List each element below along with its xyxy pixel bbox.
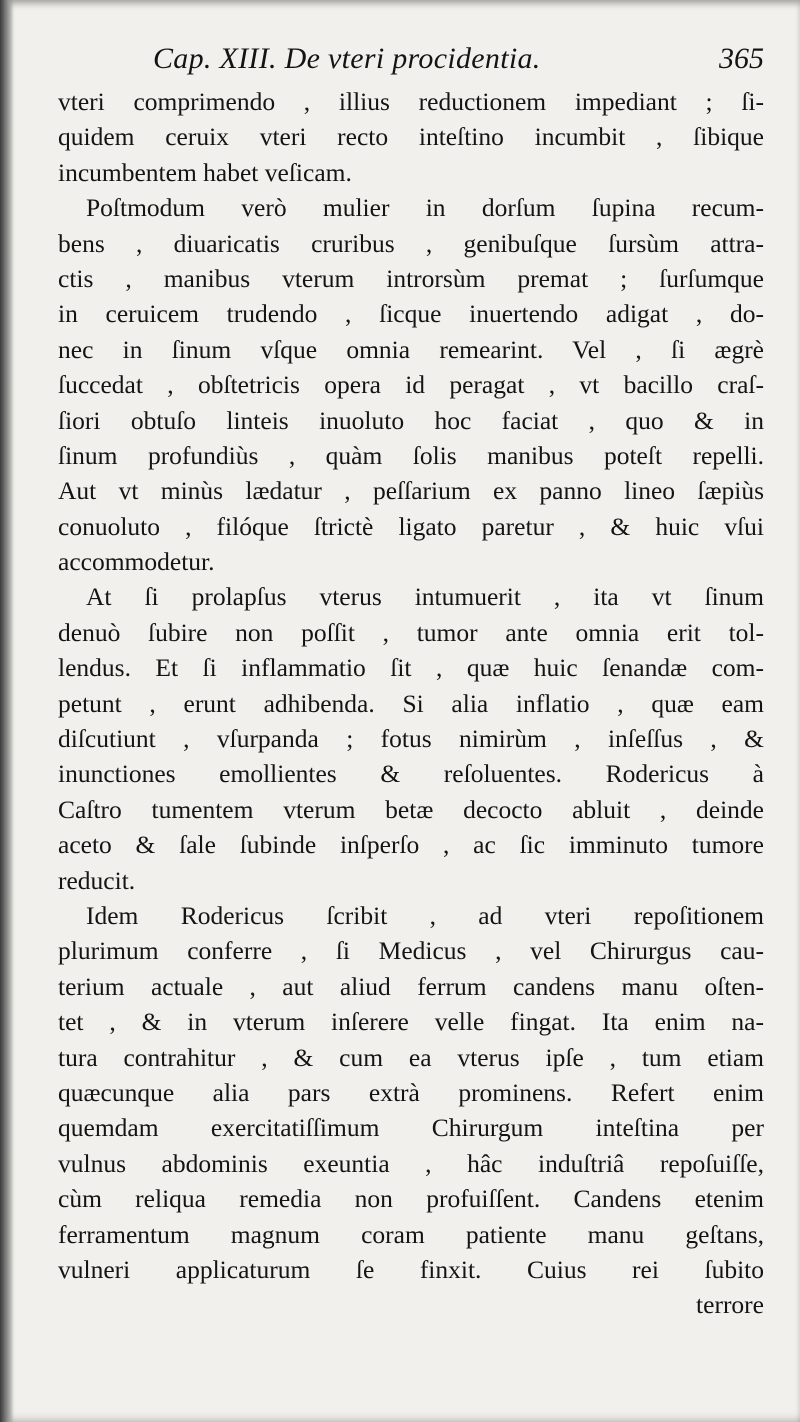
text-line: petunt , erunt adhibenda. Si alia inflatio , quæ eam	[58, 688, 764, 718]
text-line: vulneri applicaturum ſe finxit. Cuius rei ſubito	[58, 1254, 764, 1284]
text-line: inunctiones emollientes & reſoluentes. Rodericus à	[58, 759, 764, 789]
text-line: Aut vt minùs lædatur , peſſarium ex panno lineo ſæpiùs	[58, 476, 764, 506]
text-line: reducit.	[58, 865, 136, 895]
text-line: tet , & in vterum inſerere velle fingat. Ita enim na-	[58, 1007, 764, 1037]
paragraph-first-line: At ſi prolapſus vterus intumuerit , ita vt ſinum	[86, 582, 764, 612]
body-text	[58, 84, 764, 1323]
page-gutter-shadow	[0, 0, 14, 1422]
text-line: cùm reliqua remedia non profuiſſent. Candens etenim	[58, 1184, 764, 1214]
text-line: ſiori obtuſo linteis inuoluto hoc faciat , quo & in	[58, 405, 764, 435]
text-line: denuò ſubire non poſſit , tumor ante omnia erit tol-	[58, 617, 764, 647]
text-line: quemdam exercitatiſſimum Chirurgum inteſtina per	[58, 1113, 764, 1143]
text-line: quidem ceruix vteri recto inteſtino incumbit , ſibique	[58, 122, 764, 152]
text-line: quæcunque alia pars extrà prominens. Refert enim	[58, 1077, 764, 1107]
text-line: Caſtro tumentem vterum betæ decocto abluit , deinde	[58, 794, 764, 824]
text-line: ſuccedat , obſtetricis opera id peragat , vt bacillo craſ-	[58, 370, 764, 400]
text-line: vulnus abdominis exeuntia , hâc induſtriâ repoſuiſſe,	[58, 1148, 764, 1178]
text-line: ferramentum magnum coram patiente manu geſtans,	[58, 1219, 764, 1249]
text-line: incumbentem habet veſicam.	[58, 157, 352, 187]
paragraph-first-line: Poſtmodum verò mulier in dorſum ſupina recum-	[86, 193, 764, 223]
page-number: 365	[719, 42, 764, 75]
text-line: conuoluto , filóque ſtrictè ligato paretur , & huic vſui	[58, 511, 764, 541]
text-line: plurimum conferre , ſi Medicus , vel Chirurgus cau-	[58, 936, 764, 966]
text-line: tura contrahitur , & cum ea vterus ipſe , tum etiam	[58, 1042, 764, 1072]
paragraph-first-line: Idem Rodericus ſcribit , ad vteri repoſitionem	[86, 900, 764, 930]
running-title: Cap. XIII. De vteri procidentia.	[153, 42, 541, 75]
text-line: aceto & ſale ſubinde inſperſo , ac ſic imminuto tumore	[58, 830, 764, 860]
text-line: ſinum profundiùs , quàm ſolis manibus poteſt repelli.	[58, 440, 764, 470]
text-line: in ceruicem trudendo , ſicque inuertendo adigat , do-	[58, 299, 764, 329]
text-line: ctis , manibus vterum introrsùm premat ; ſurſumque	[58, 263, 764, 293]
text-line: nec in ſinum vſque omnia remearint. Vel , ſi ægrè	[58, 334, 764, 364]
text-line: diſcutiunt , vſurpanda ; fotus nimirùm , inſeſſus , &	[58, 724, 764, 754]
text-line: accommodetur.	[58, 547, 215, 577]
text-line: bens , diuaricatis cruribus , genibuſque ſursùm attra-	[58, 228, 764, 258]
catchword: terrore	[696, 1290, 764, 1320]
text-line: lendus. Et ſi inflammatio ſit , quæ huic ſenandæ com-	[58, 653, 764, 683]
text-line: terium actuale , aut aliud ferrum candens manu oſten-	[58, 971, 764, 1001]
running-head	[58, 42, 764, 82]
text-line: vteri comprimendo , illius reductionem impediant ; ſi-	[58, 87, 764, 116]
